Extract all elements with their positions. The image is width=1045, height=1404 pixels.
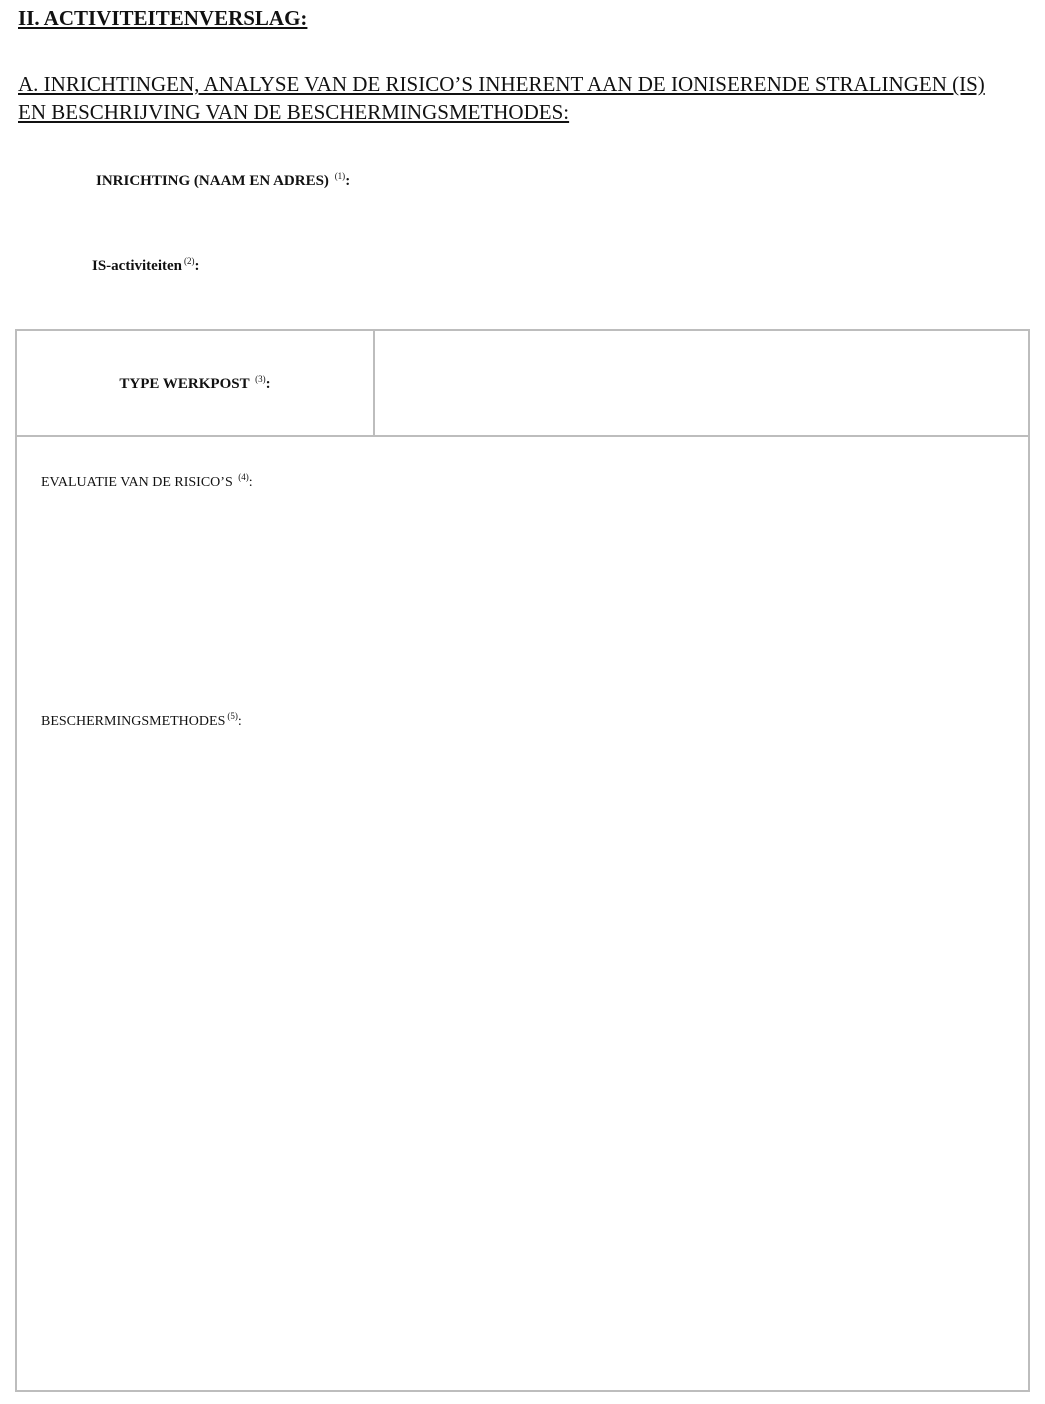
beschermingsmethodes-label (41, 711, 242, 730)
beschermingsmethodes-label-text: BESCHERMINGSMETHODES (41, 714, 226, 729)
type-werkpost-row (17, 331, 1028, 437)
type-werkpost-label (119, 374, 270, 393)
beschermingsmethodes-label-colon: : (237, 714, 242, 729)
type-werkpost-value-cell[interactable] (375, 331, 1028, 435)
inrichting-footnote-ref: (1) (334, 171, 346, 181)
evaluatie-risicos-label-colon: : (248, 475, 253, 490)
type-werkpost-label-colon: : (265, 375, 271, 392)
inrichting-label-text: INRICHTING (NAAM EN ADRES) (96, 173, 329, 189)
section-title: II. ACTIVITEITENVERSLAG: (18, 6, 308, 30)
is-activiteiten-label (92, 256, 199, 275)
evaluatie-risicos-label-text: EVALUATIE VAN DE RISICO’S (41, 475, 233, 490)
type-werkpost-footnote-ref: (3) (255, 373, 266, 384)
is-activiteiten-footnote-ref: (2) (183, 256, 195, 266)
evaluatie-risicos-label (41, 472, 253, 491)
type-werkpost-label-text: TYPE WERKPOST (119, 375, 250, 392)
inrichting-label (96, 171, 350, 190)
type-werkpost-label-cell (17, 331, 375, 435)
is-activiteiten-label-colon: : (194, 258, 200, 274)
subsection-title: A. INRICHTINGEN, ANALYSE VAN DE RISICO’S INHERENT AAN DE IONISERENDE STRALINGEN (IS) EN BESCHRIJVING VAN DE BESCHERMINGSMETHODES: (18, 72, 985, 124)
is-activiteiten-label-text: IS-activiteiten (92, 258, 182, 274)
werkpost-form-table (15, 329, 1030, 1392)
inrichting-label-colon: : (345, 173, 351, 189)
beschermingsmethodes-footnote-ref: (5) (227, 711, 238, 721)
evaluatie-risicos-footnote-ref: (4) (238, 472, 249, 482)
